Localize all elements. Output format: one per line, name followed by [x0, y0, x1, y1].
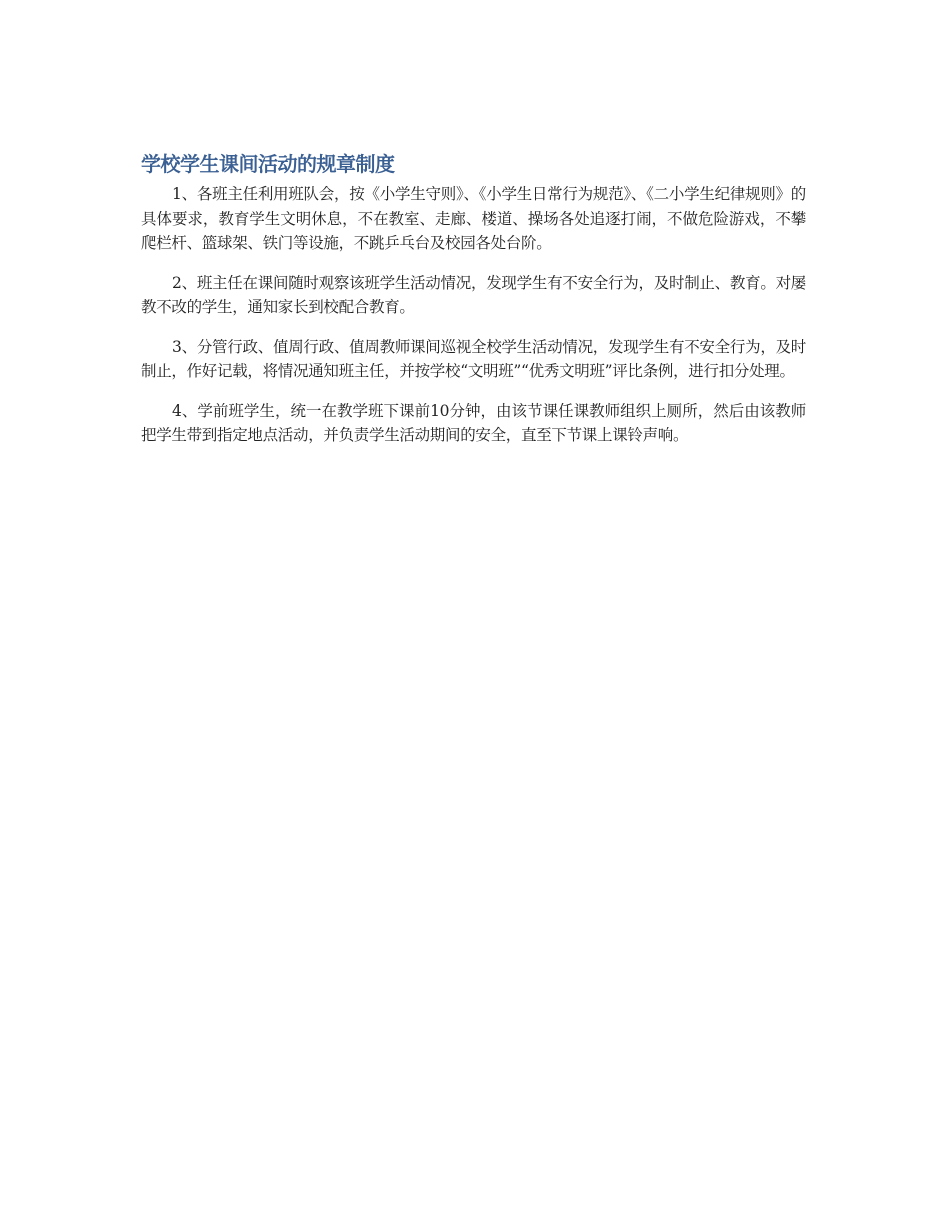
document-body	[141, 150, 806, 463]
paragraph-1: 1、各班主任利用班队会，按《小学生守则》、《小学生日常行为规范》、《二小学生纪律规则》的具体要求，教育学生文明休息，不在教室、走廊、楼道、操场各处追逐打闹，不做危险游戏，不攀爬栏杆、篮球架、铁门等设施，不跳乒乓台及校园各处台阶。	[141, 185, 806, 252]
paragraph-4: 4、学前班学生，统一在教学班下课前10分钟，由该节课任课教师组织上厕所，然后由该教师把学生带到指定地点活动，并负责学生活动期间的安全，直至下节课上课铃声响。	[141, 401, 806, 444]
document-title: 学校学生课间活动的规章制度	[141, 152, 395, 176]
paragraph-2: 2、班主任在课间随时观察该班学生活动情况，发现学生有不安全行为，及时制止、教育。对屡教不改的学生，通知家长到校配合教育。	[141, 273, 806, 316]
paragraph-3: 3、分管行政、值周行政、值周教师课间巡视全校学生活动情况，发现学生有不安全行为，及时制止，作好记载，将情况通知班主任，并按学校“文明班”“优秀文明班”评比条例，进行扣分处理。	[141, 337, 806, 380]
